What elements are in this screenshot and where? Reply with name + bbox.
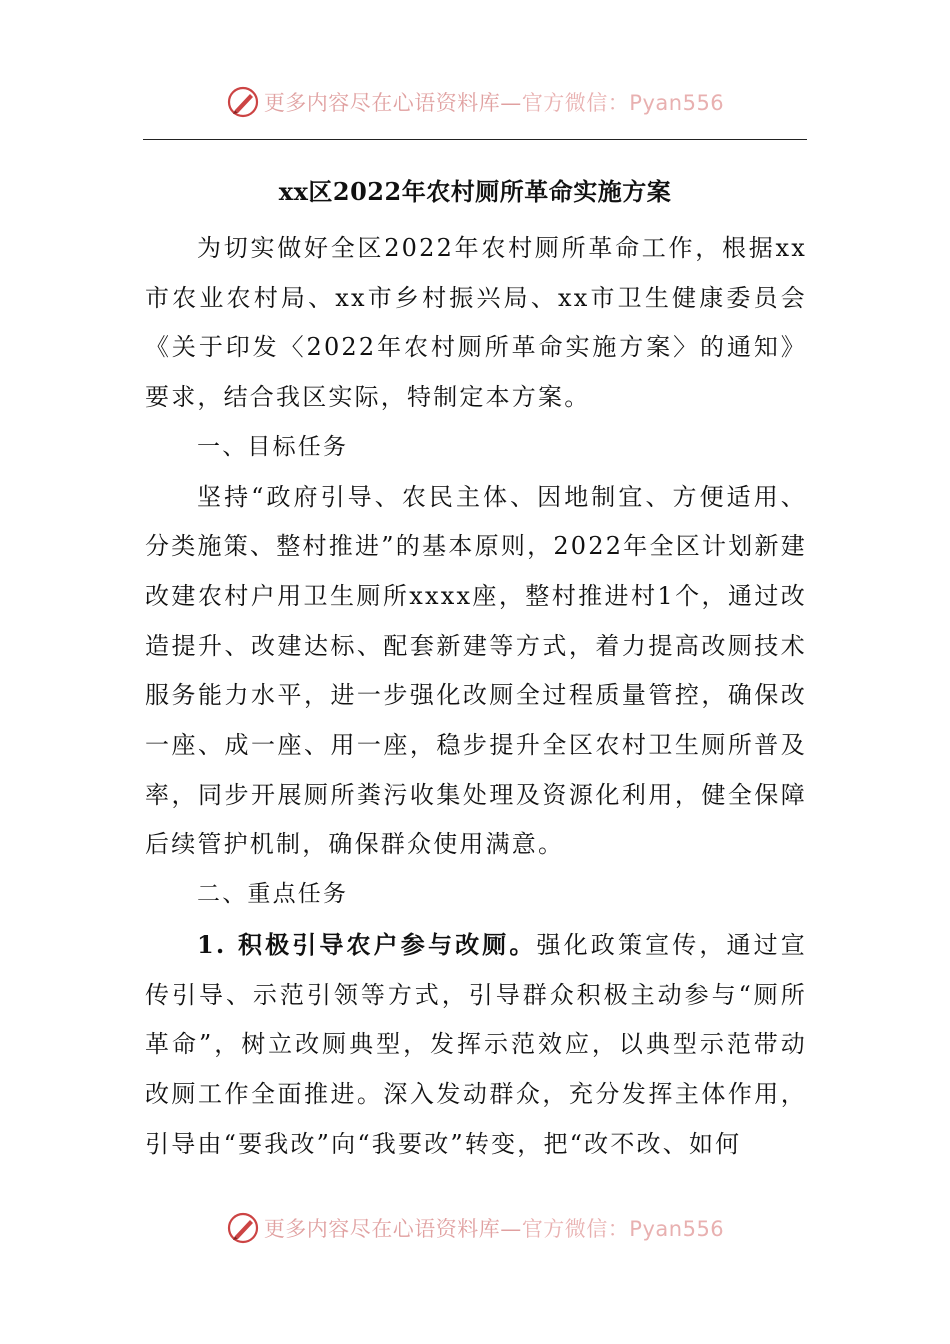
section-heading-key-tasks: 二、重点任务 [197, 881, 349, 908]
section-heading-goals: 一、目标任务 [197, 433, 349, 460]
document-body [145, 224, 807, 1169]
watermark-wechat: 官方微信：Pyan556 [521, 91, 725, 115]
pen-logo-icon [226, 1211, 260, 1245]
watermark-text: 更多内容尽在心语资料库— [263, 1217, 522, 1241]
task-item-1-body: 强化政策宣传，通过宣传引导、示范引领等方式，引导群众积极主动参与“厕所革命”，树立改厕典型，发挥示范效应，以典型示范带动改厕工作全面推进。深入发动群众，充分发挥主体作用，引导由“要我改”向“我要改”转变，把“改不改、如何 [145, 930, 807, 1158]
intro-paragraph: 为切实做好全区2022年农村厕所革命工作，根据xx市农业农村局、xx市乡村振兴局、xx市卫生健康委员会《关于印发〈2022年农村厕所革命实施方案〉的通知》要求，结合我区实际，特制定本方案。 [145, 234, 807, 412]
header-divider [143, 139, 807, 140]
watermark-text: 更多内容尽在心语资料库— [263, 91, 522, 115]
watermark-banner-bottom [0, 1208, 950, 1248]
pen-logo-icon [226, 85, 260, 119]
watermark-banner-top [0, 82, 950, 122]
watermark-wechat: 官方微信：Pyan556 [521, 1217, 725, 1241]
task-item-1 [145, 920, 807, 1170]
task-item-1-lead: 1. 积极引导农户参与改厕。 [197, 929, 537, 959]
goals-paragraph: 坚持“政府引导、农民主体、因地制宜、方便适用、分类施策、整村推进”的基本原则，2022年全区计划新建改建农村户用卫生厕所xxxx座，整村推进村1个，通过改造提升、改建达标、配套新建等方式，着力提高改厕技术服务能力水平，进一步强化改厕全过程质量管控，确保改一座、成一座、用一座，稳步提升全区农村卫生厕所普及率，同步开展厕所粪污收集处理及资源化利用，健全保障后续管护机制，确保群众使用满意。 [145, 482, 807, 859]
document-title: xx区2022年农村厕所革命实施方案 [278, 177, 672, 206]
